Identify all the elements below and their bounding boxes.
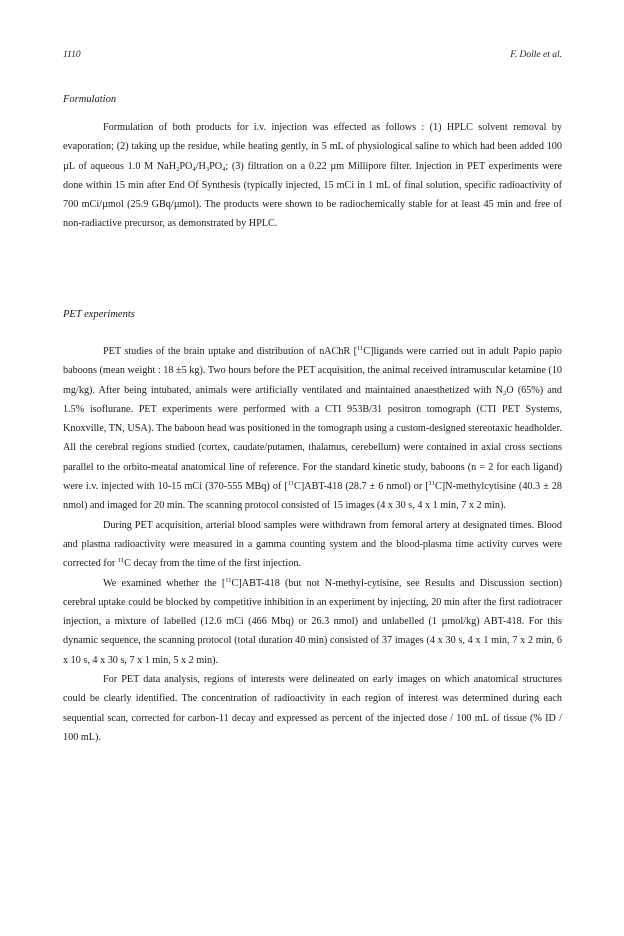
pet-paragraph-2: During PET acquisition, arterial blood samples were withdrawn from femoral artery at designated times. Blood and plasma radioactivity were measured in a gamma counting system and the blood-plasma time activity curves were corrected for $^{11}$C decay from the time of the first injection. [63, 519, 562, 570]
formulation-section-body [63, 118, 562, 234]
section-heading-formulation: Formulation [63, 94, 117, 105]
page-number: 1110 [63, 50, 81, 60]
running-head [63, 50, 562, 64]
formulation-paragraph: Formulation of both products for i.v. injection was effected as follows : (1) HPLC solvent removal by evaporation; (2) taking up the residue, while heating gently, in 5 mL of physiological saline to which had been added 100 µL of aqueous 1.0 M $NaH_2PO_4/H_3PO_4$; (3) filtration on a 0.22 µm Millipore filter. Injection in PET experiments were done within 15 min after End Of Synthesis (typically injected, 15 mCi in 1 mL of final solution, specific radioactivity of 700 mCi/µmol (25.9 GBq/µmol). The products were shown to be radiochemically stable for at least 45 min and free of non-radiactive precursor, as demonstrated by HPLC. [63, 122, 562, 230]
running-author: F. Dolle et al. [510, 50, 562, 60]
pet-paragraph-3: We examined whether the [$^{11}$C]ABT-418 (but not N-methyl-cytisine, see Results and Discussion section) cerebral uptake could be blocked by competitive inhibition in an experiment by injecting, 20 min after the first radiotracer injection, a mixture of labelled (12.6 mCi (466 Mbq) or 26.3 nmol) and unlabelled (1 µmol/kg) ABT-418. For this dynamic sequence, the scanning protocol (total duration 40 min) consisted of 37 images (4 x 30 s, 4 x 1 min, 7 x 2 min, 6 x 10 s, 4 x 30 s, 7 x 1 min, 5 x 2 min). [63, 576, 562, 666]
pet-section-body [63, 342, 562, 747]
pet-paragraph-1: PET studies of the brain uptake and distribution of nAChR [$^{11}$C]ligands were carried out in adult Papio papio baboons (mean weight : 18 ±5 kg). Two hours before the PET acquisition, the animal received intramuscular ketamine (10 mg/kg). After being intubated, animals were artificially ventilated and maintained anaesthetized with $N_2O$ (65%) and 1.5% isoflurane. PET experiments were performed with a CTI 953B/31 positron tomograph (CTI PET Systems, Knoxville, TN, USA). The baboon head was positioned in the tomograph using a custom-designed stereotaxic headholder. All the cerebral regions studied (cortex, caudate/putamen, thalamus, cerebellum) were contained in axial cross sections parallel to the orbito-meatal anatomical line of reference. For the standard kinetic study, baboons (n = 2 for each ligand) were i.v. injected with 10-15 mCi (370-555 MBq) of [$^{11}$C]ABT-418 (28.7 ± 6 nmol) or [$^{11}$C]N-methylcytisine (40.3 ± 28 nmol) and imaged for 20 min. The scanning protocol consisted of 15 images (4 x 30 s, 4 x 1 min, 7 x 2 min). [63, 345, 563, 512]
section-heading-pet-experiments: PET experiments [63, 309, 135, 320]
pet-paragraph-4: For PET data analysis, regions of interests were delineated on early images on which anatomical structures could be clearly identified. The concentration of radioactivity in each region of interest was determined during each sequential scan, corrected for carbon-11 decay and expressed as percent of the injected dose / 100 mL of tissue (% ID / 100 mL). [63, 674, 562, 743]
